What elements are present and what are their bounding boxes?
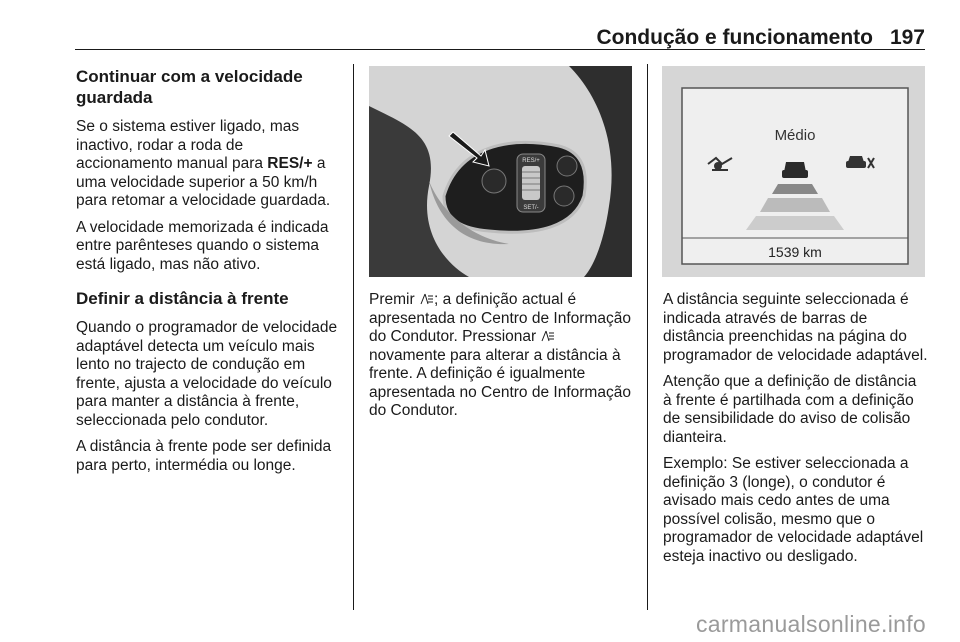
set-minus-figure-label: SET/-	[523, 205, 539, 211]
paragraph-press-button	[369, 291, 635, 421]
page-number: 197	[889, 26, 925, 49]
res-plus-label: RES/+	[267, 155, 313, 172]
paragraph-press-text-c: novamente para alterar a distância à frente. A definição é igualmente apresentada no Centro de Informação do Condutor.	[369, 346, 631, 419]
paragraph-distance-detect: Quando o programador de velocidade adaptável detecta um veículo mais lento no trajecto de condução em frente, ajusta a velocidade do veículo para manter a distância à frente, seleccionada pelo condutor.	[76, 319, 338, 429]
paragraph-resume-text-b: a uma velocidade superior a 50 km/h para retomar a velocidade guardada.	[76, 155, 331, 209]
vehicle-ahead-icon	[782, 162, 808, 178]
column-divider-1	[353, 64, 354, 610]
watermark: carmanualsonline.info	[695, 611, 926, 637]
column-divider-2	[647, 64, 648, 610]
paragraph-press-text-a: Premir	[369, 291, 419, 308]
heading-continue-speed: Continuar com a velocidade guardada	[76, 67, 303, 107]
paragraph-press-text-b: ; a definição actual é apresentada no Centro de Informação do Condutor. Pressionar	[369, 291, 631, 345]
driver-info-display-figure	[662, 66, 925, 277]
paragraph-distance-bars: A distância seguinte seleccionada é indicada através de barras de distância preenchidas na página do programador de velocidade adaptável.	[663, 291, 928, 364]
steering-wheel-figure	[369, 66, 632, 277]
column-1	[76, 66, 342, 483]
paragraph-resume	[76, 118, 342, 211]
display-mode-label: Médio	[774, 127, 816, 144]
paragraph-shared-setting: Atenção que a definição de distância à frente é partilhada com a definição de sensibilidade do aviso de colisão dianteira.	[663, 373, 917, 446]
paragraph-example: Exemplo: Se estiver seleccionada a definição 3 (longe), o condutor é avisado mais cedo antes de uma possível colisão, mesmo que o programador de velocidade adaptável esteja inactivo ou desligado.	[663, 455, 924, 565]
distance-button-icon-2	[540, 329, 555, 343]
odometer-value: 1539 km	[768, 244, 822, 260]
column-3	[663, 291, 929, 574]
header-rule	[75, 49, 925, 50]
paragraph-resume-text-a: Se o sistema estiver ligado, mas inactivo, rodar a roda de accionamento manual para	[76, 118, 300, 172]
column-2	[369, 291, 635, 429]
page-title: Condução e funcionamento	[596, 26, 873, 49]
paragraph-distance-options: A distância à frente pode ser definida para perto, intermédia ou longe.	[76, 438, 332, 474]
distance-button-icon	[419, 292, 434, 306]
res-plus-figure-label: RES/+	[522, 158, 540, 164]
heading-set-distance: Definir a distância à frente	[76, 289, 289, 308]
paragraph-memorized-speed: A velocidade memorizada é indicada entre parênteses quando o sistema está ligado, mas não ativo.	[76, 218, 329, 273]
